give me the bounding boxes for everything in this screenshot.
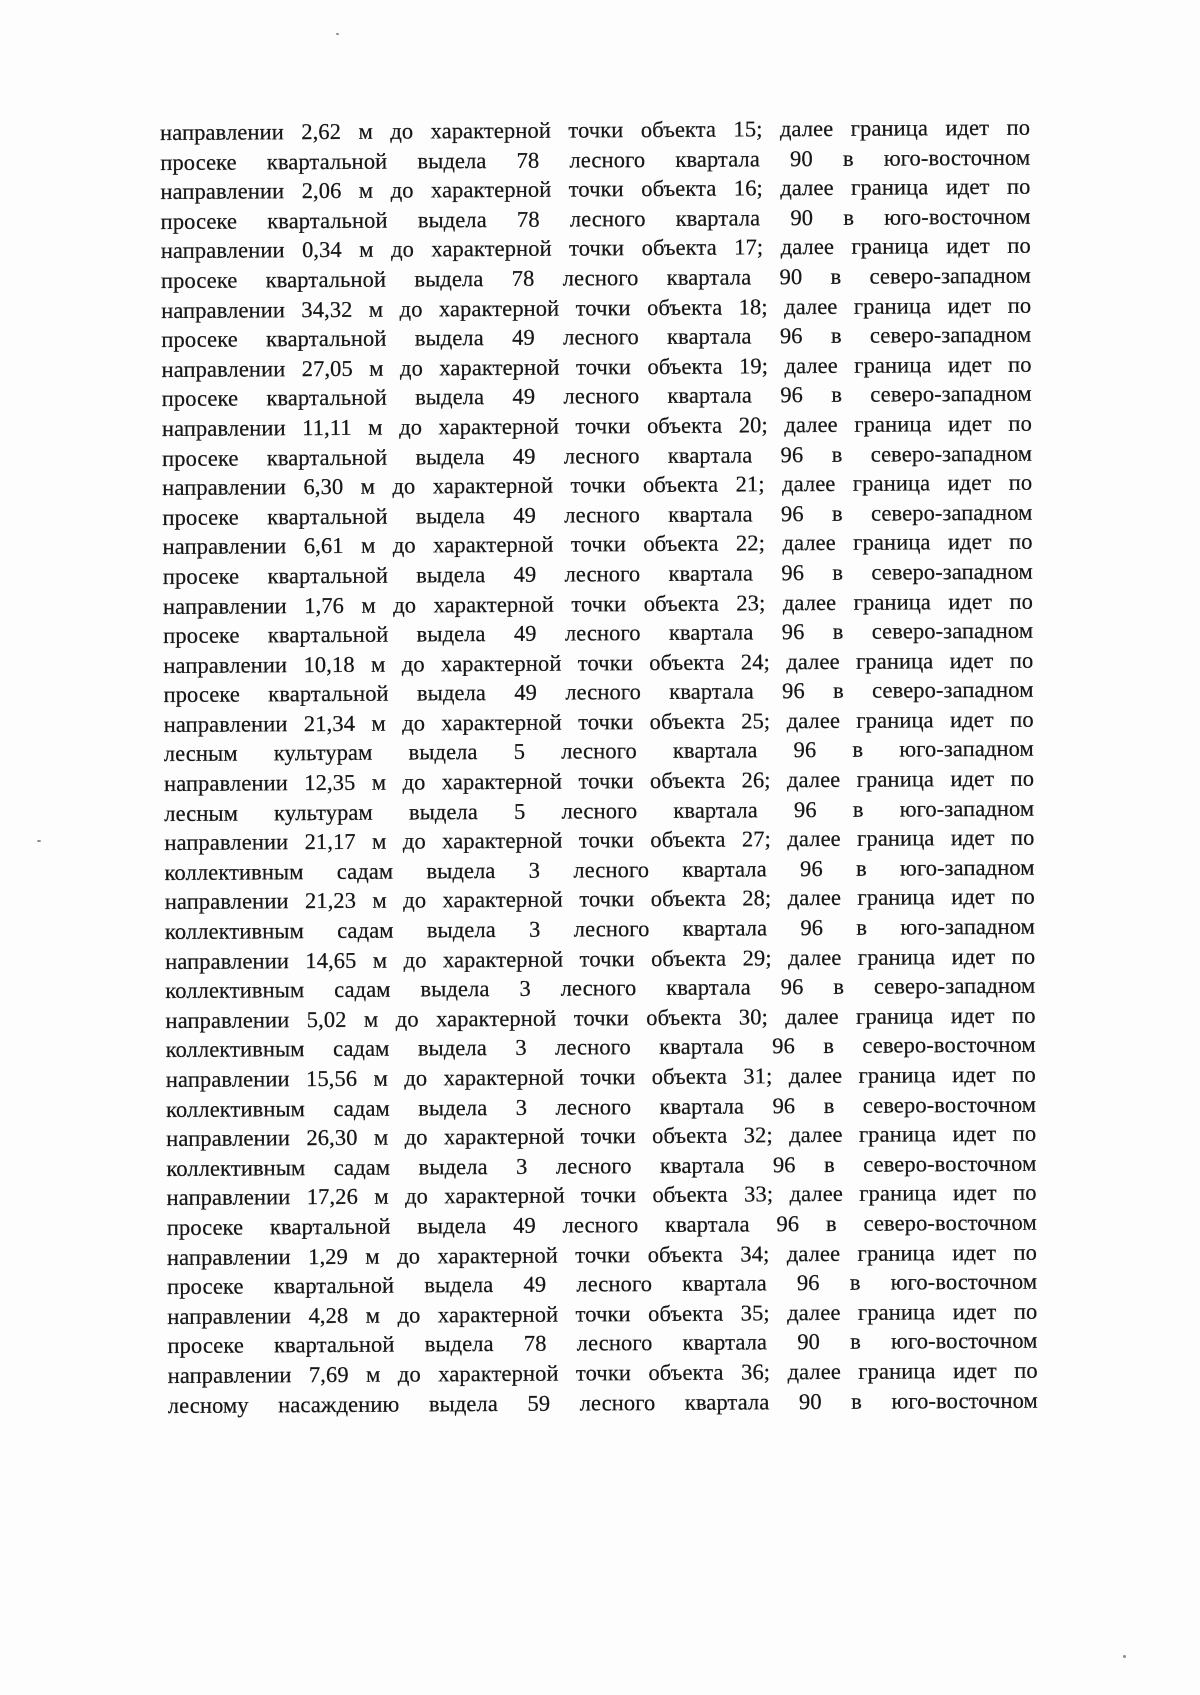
text-line: просеке квартальной выдела 49 лесного квартала 96 в северо-западном — [161, 381, 1032, 412]
text-line: направлении 12,35 м до характерной точки объекта 26; далее граница идет по — [163, 765, 1035, 797]
text-line: направлении 15,56 м до характерной точки объекта 31; далее граница идет по — [165, 1061, 1036, 1092]
text-line: коллективным садам выдела 3 лесного квартала 96 в северо-восточном — [165, 1032, 1036, 1063]
text-line: просеке квартальной выдела 78 лесного квартала 90 в северо-западном — [160, 262, 1032, 293]
text-line: просеке квартальной выдела 49 лесного квартала 96 в северо-восточном — [166, 1209, 1037, 1240]
text-line: направлении 0,34 м до характерной точки объекта 17; далее граница идет по — [160, 233, 1031, 264]
text-line: направлении 1,29 м до характерной точки объекта 34; далее граница идет по — [166, 1239, 1038, 1270]
text-line: направлении 5,02 м до характерной точки объекта 30; далее граница идет по — [165, 1002, 1036, 1033]
text-line: коллективным садам выдела 3 лесного квартала 96 в юго-западном — [164, 913, 1036, 945]
text-line: просеке квартальной выдела 49 лесного квартала 96 в северо-западном — [162, 558, 1033, 589]
text-line: коллективным садам выдела 3 лесного квартала 96 в северо-восточном — [165, 1091, 1037, 1122]
text-line: направлении 26,30 м до характерной точки объекта 32; далее граница идет по — [166, 1120, 1037, 1152]
text-line: просеке квартальной выдела 78 лесного квартала 90 в юго-восточном — [160, 203, 1031, 234]
text-line: направлении 6,61 м до характерной точки объекта 22; далее граница идет по — [162, 528, 1033, 560]
document-body-text — [160, 113, 1038, 1420]
text-line: направлении 21,23 м до характерной точки объекта 28; далее граница идет по — [164, 884, 1035, 915]
text-line: коллективным садам выдела 3 лесного квартала 96 в северо-западном — [165, 972, 1036, 1004]
text-line: направлении 34,32 м до характерной точки объекта 18; далее граница идет по — [161, 292, 1032, 323]
text-line: лесному насаждению выдела 59 лесного квартала 90 в юго-восточном — [167, 1387, 1038, 1418]
text-line: направлении 27,05 м до характерной точки объекта 19; далее граница идет по — [161, 351, 1032, 382]
scan-speck — [336, 33, 339, 35]
text-line: направлении 4,28 м до характерной точки объекта 35; далее граница идет по — [167, 1298, 1038, 1329]
text-line: направлении 11,11 м до характерной точки объекта 20; далее граница идет по — [161, 410, 1032, 441]
text-line: просеке квартальной выдела 49 лесного квартала 96 в северо-западном — [163, 617, 1034, 649]
text-line: просеке квартальной выдела 49 лесного квартала 96 в юго-восточном — [167, 1268, 1038, 1300]
text-line: направлении 17,26 м до характерной точки объекта 33; далее граница идет по — [166, 1180, 1037, 1211]
text-line: коллективным садам выдела 3 лесного квартала 96 в северо-восточном — [166, 1150, 1037, 1181]
text-line: направлении 6,30 м до характерной точки объекта 21; далее граница идет по — [162, 469, 1033, 501]
text-line: направлении 2,06 м до характерной точки объекта 16; далее граница идет по — [160, 173, 1031, 205]
text-line: лесным культурам выдела 5 лесного квартала 96 в юго-западном — [163, 736, 1034, 767]
text-line: просеке квартальной выдела 49 лесного квартала 96 в северо-западном — [161, 321, 1032, 353]
text-line: направлении 21,17 м до характерной точки объекта 27; далее граница идет по — [164, 824, 1035, 856]
scan-speck — [1123, 1655, 1126, 1658]
text-line: направлении 1,76 м до характерной точки объекта 23; далее граница идет по — [162, 588, 1034, 619]
text-line: просеке квартальной выдела 49 лесного квартала 96 в северо-западном — [163, 676, 1034, 708]
text-line: направлении 2,62 м до характерной точки объекта 15; далее граница идет по — [160, 114, 1031, 145]
text-line: коллективным садам выдела 3 лесного квартала 96 в юго-западном — [164, 854, 1035, 885]
text-line: просеке квартальной выдела 49 лесного квартала 96 в северо-западном — [162, 440, 1033, 471]
text-line: направлении 10,18 м до характерной точки объекта 24; далее граница идет по — [163, 647, 1034, 678]
text-line: направлении 7,69 м до характерной точки объекта 36; далее граница идет по — [167, 1357, 1038, 1388]
text-line: лесным культурам выдела 5 лесного квартала 96 в юго-западном — [164, 795, 1035, 826]
text-line: просеке квартальной выдела 78 лесного квартала 90 в юго-восточном — [167, 1328, 1038, 1359]
scan-speck — [37, 840, 41, 842]
text-line: направлении 21,34 м до характерной точки объекта 25; далее граница идет по — [163, 706, 1034, 737]
text-line: просеке квартальной выдела 49 лесного квартала 96 в северо-западном — [162, 499, 1033, 530]
text-line: просеке квартальной выдела 78 лесного квартала 90 в юго-восточном — [160, 144, 1031, 175]
text-line: направлении 14,65 м до характерной точки объекта 29; далее граница идет по — [165, 943, 1036, 974]
